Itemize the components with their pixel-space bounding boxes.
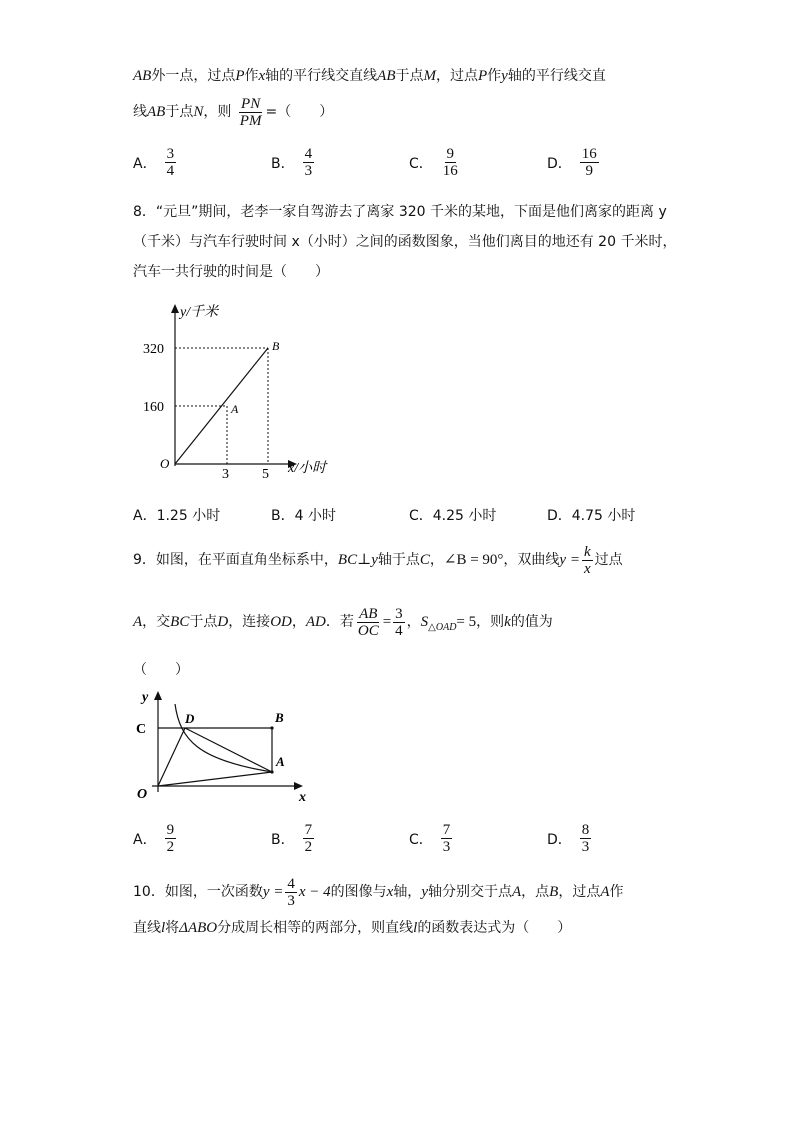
q9-text: A [133, 614, 143, 630]
option-label: D． [547, 155, 572, 172]
q9-text: ．若 [325, 614, 354, 630]
x-axis-arrow [294, 782, 303, 790]
option-fraction [303, 822, 315, 855]
segment-oa [158, 772, 272, 786]
q9-text: ，交 [142, 614, 171, 630]
q9-text: ∠B = 90° [443, 552, 504, 568]
q9-option-b[interactable] [271, 822, 316, 855]
q10-text: l [413, 920, 418, 936]
fraction-denominator: 9 [585, 163, 594, 179]
q9-text: ，双曲线 [503, 552, 560, 568]
fraction-numerator: 9 [446, 146, 455, 162]
fraction-denominator: 3 [581, 839, 590, 855]
y-tick-160: 160 [143, 400, 164, 415]
q7-option-d[interactable] [547, 146, 601, 179]
q8-line-3: 汽车一共行驶的时间是（ ） [133, 264, 329, 280]
q9-line-1 [133, 540, 623, 580]
q7-option-b[interactable] [271, 146, 316, 179]
fraction-denominator: 2 [304, 839, 313, 855]
fraction-numerator: 7 [442, 822, 451, 838]
q10-text: 的图像与 [330, 884, 387, 900]
option-label: B． [271, 831, 295, 848]
q9-text: OD [270, 614, 292, 630]
fraction-numerator: PN [241, 95, 261, 112]
q7-text: N [193, 104, 204, 120]
y-axis-label: y/千米 [180, 305, 219, 320]
fraction-denominator: 4 [166, 163, 175, 179]
y-label: y [142, 690, 149, 705]
q10-text: 直线 [133, 920, 161, 936]
q7-text: 作 [487, 68, 502, 84]
q9-text: y = [559, 552, 580, 568]
q10-fraction-4-3 [285, 876, 297, 909]
q9-text: ， [291, 614, 306, 630]
q8-option-d[interactable]: D．4.75 小时 [547, 508, 636, 524]
option-label: B． [271, 155, 295, 172]
q10-text: ，点 [521, 884, 550, 900]
q7-text: AB [377, 68, 396, 84]
segment-da [185, 728, 272, 772]
q9-text: 9．如图，在平面直角坐标系中， [133, 552, 338, 568]
q7-text: ，则 [203, 104, 232, 120]
q9-text: ⊥ [357, 552, 372, 568]
q10-text: ΔABO [179, 920, 218, 936]
o-label: O [137, 787, 148, 802]
q10-line-1 [133, 872, 624, 912]
option-fraction [580, 822, 592, 855]
fraction-denominator: 4 [395, 622, 403, 639]
q8-line-2: （千米）与汽车行驶时间 x（小时）之间的函数图象，当他们离目的地还有 20 千米时， [133, 234, 677, 250]
q10-text: x [386, 884, 394, 900]
q9-option-d[interactable] [547, 822, 593, 855]
fraction-denominator: 3 [442, 839, 451, 855]
q10-text: A [511, 884, 522, 900]
q7-text: 外一点，过点 [151, 68, 236, 84]
point-a-label: A [231, 402, 239, 416]
fraction-numerator: 8 [581, 822, 590, 838]
q7-text: AB [147, 104, 166, 120]
q9-text: 过点 [594, 552, 623, 568]
x-axis-label: x/小时 [288, 461, 327, 476]
fraction-numerator: 4 [287, 875, 295, 892]
option-fraction [303, 146, 315, 179]
q7-text: 于点 [165, 104, 194, 120]
option-fraction [441, 146, 460, 179]
q9-fraction-3-4 [393, 606, 405, 639]
q10-line-2 [133, 918, 571, 938]
q10-text: 将 [165, 920, 180, 936]
fraction-denominator: 2 [166, 839, 175, 855]
segment-od [158, 728, 185, 786]
q9-line-2 [133, 602, 553, 648]
c-label: C [136, 722, 147, 737]
q9-text: = 5 [456, 614, 477, 630]
q8-option-a[interactable]: A．1.25 小时 [133, 508, 221, 524]
q9-text: = [382, 614, 392, 630]
y-axis-arrow [171, 304, 179, 313]
q7-line-1 [133, 66, 606, 86]
q7-text: 线 [133, 104, 147, 120]
option-fraction [165, 822, 177, 855]
q10-text: y [421, 884, 428, 900]
q7-line-2 [133, 93, 333, 131]
fraction-denominator: PM [239, 112, 262, 129]
q9-fraction-k-over-x [582, 544, 593, 577]
q9-text: S [420, 614, 429, 630]
x-tick-5: 5 [262, 467, 269, 482]
d-label: D [185, 711, 195, 726]
q9-text: △OAD [428, 621, 457, 633]
fraction-numerator: 3 [395, 605, 403, 622]
q10-text: ，过点 [558, 884, 601, 900]
q10-text: 的函数表达式为（ ） [417, 920, 572, 936]
q7-text: x [258, 68, 266, 84]
x-tick-3: 3 [222, 467, 229, 482]
q7-text: 轴的平行线交直 [507, 68, 606, 84]
y-tick-320: 320 [143, 342, 164, 357]
q10-text: 作 [609, 884, 624, 900]
q9-text: 轴于点 [377, 552, 420, 568]
q10-text: 轴分别交于点 [427, 884, 512, 900]
q7-text: P [478, 68, 488, 84]
fraction-numerator: k [583, 543, 591, 560]
q9-text: 于点 [189, 614, 218, 630]
q10-text: 轴， [393, 884, 422, 900]
fraction-denominator: OC [357, 622, 379, 639]
q10-text: l [161, 920, 166, 936]
q7-text: =（ ） [265, 104, 334, 120]
q9-text: y [371, 552, 378, 568]
q9-text: C [419, 552, 430, 568]
option-label: A． [133, 155, 157, 172]
q7-option-c[interactable] [409, 146, 462, 179]
point-a [270, 770, 273, 773]
fraction-numerator: 9 [166, 822, 175, 838]
q9-text: ， [429, 552, 444, 568]
q9-text: 的值为 [510, 614, 553, 630]
fraction-denominator: 3 [304, 163, 313, 179]
y-axis-arrow [154, 691, 162, 700]
q9-text: D [217, 614, 229, 630]
q10-text: y = [262, 884, 284, 900]
q8-line-1: 8．“元旦”期间，老李一家自驾游去了离家 320 千米的某地，下面是他们离家的距离 y [133, 204, 667, 220]
q9-text: BC [170, 614, 190, 630]
q9-fraction-ab-oc [356, 606, 381, 639]
q7-text: 于点 [395, 68, 424, 84]
q7-option-a[interactable] [133, 146, 178, 179]
q10-text: 10．如图，一次函数 [133, 884, 263, 900]
q9-option-c[interactable] [409, 822, 454, 855]
option-label: C． [409, 831, 433, 848]
x-label: x [299, 790, 306, 803]
q7-text: AB [133, 68, 152, 84]
option-fraction [441, 822, 453, 855]
origin-label: O [160, 456, 170, 471]
a-label: A [276, 754, 285, 769]
option-label: D． [547, 831, 572, 848]
option-fraction [580, 146, 599, 179]
q10-text: A [600, 884, 610, 900]
q9-text: ，则 [476, 614, 505, 630]
option-fraction [165, 146, 177, 179]
b-label: B [275, 710, 284, 725]
q10-text: 分成周长相等的两部分，则直线 [217, 920, 414, 936]
option-label: C． [409, 155, 433, 172]
fraction-numerator: 7 [304, 822, 313, 838]
q8-option-c[interactable]: C．4.25 小时 [409, 508, 497, 524]
q7-text: M [423, 68, 436, 84]
q10-text: B [549, 884, 559, 900]
fraction-denominator: 3 [287, 892, 295, 909]
q9-text: ， [406, 614, 421, 630]
q7-text: y [501, 68, 508, 84]
q9-option-a[interactable] [133, 822, 178, 855]
q7-fraction [238, 96, 264, 129]
q7-text: ，过点 [436, 68, 478, 84]
q10-text: x − 4 [298, 884, 331, 900]
q9-hyperbola-graph [130, 688, 315, 803]
fraction-numerator: 3 [166, 146, 175, 162]
fraction-numerator: AB [359, 605, 378, 622]
point-b [270, 726, 273, 729]
q9-line-3: （ ） [133, 662, 189, 678]
q9-text: AD [305, 614, 326, 630]
q8-distance-time-graph [140, 298, 370, 483]
q7-text: P [235, 68, 245, 84]
fraction-denominator: 16 [442, 163, 458, 179]
q7-text: 轴的平行线交直线 [265, 68, 378, 84]
point-b-label: B [272, 339, 280, 353]
q8-option-b[interactable]: B．4 小时 [271, 508, 336, 524]
q9-text: ，连接 [228, 614, 271, 630]
fraction-numerator: 4 [304, 146, 313, 162]
fraction-numerator: 16 [581, 146, 597, 162]
q7-text: 作 [244, 68, 259, 84]
option-label: A． [133, 831, 157, 848]
q9-text: BC [337, 552, 358, 568]
fraction-denominator: x [583, 560, 591, 577]
q9-text: k [504, 614, 511, 630]
